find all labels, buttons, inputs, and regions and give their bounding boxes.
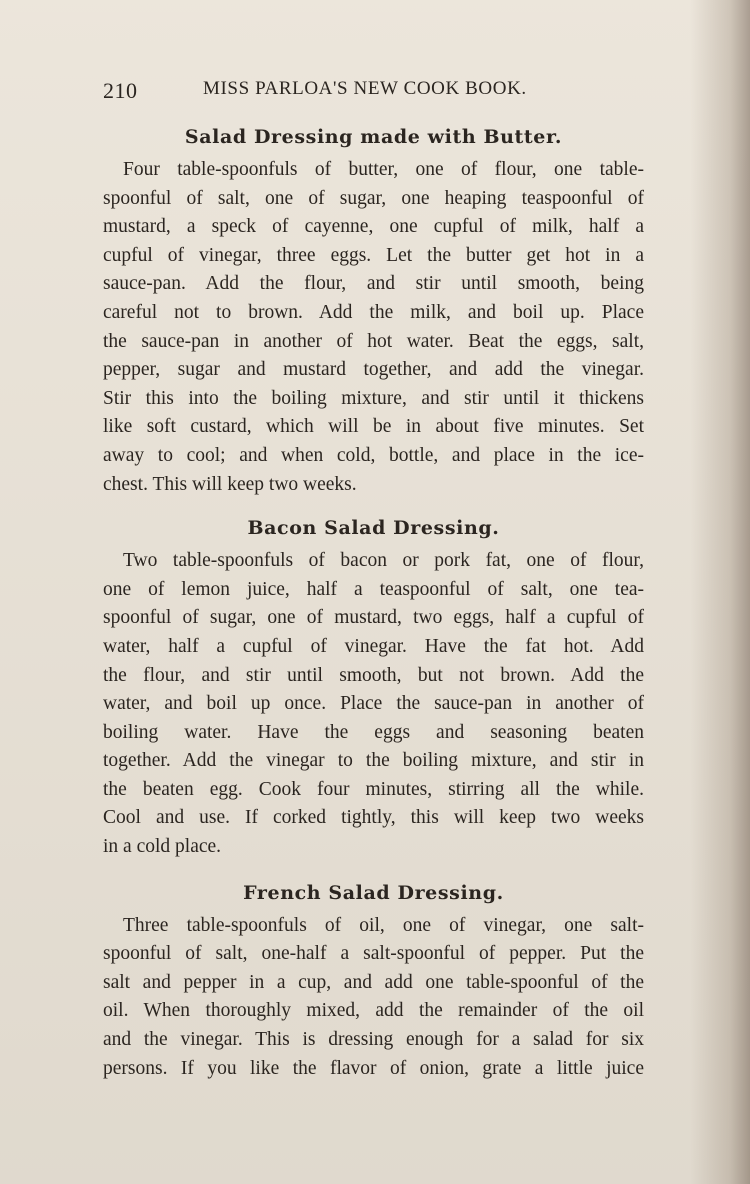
recipe-paragraph (103, 547, 644, 862)
text-line: in a cold place. (103, 836, 222, 858)
text-line: like soft custard, which will be in about five minutes. Set (103, 416, 644, 438)
section-spacer (103, 862, 644, 874)
text-line: the flour, and stir until smooth, but not brown. Add the (103, 664, 644, 686)
text-line: pepper, sugar and mustard together, and add the vinegar. (103, 359, 644, 381)
text-line: together. Add the vinegar to the boiling mixture, and stir in (103, 750, 644, 772)
text-line: one of lemon juice, half a teaspoonful of salt, one tea- (103, 578, 644, 600)
section-title: Salad Dressing made with Butter. (184, 126, 563, 148)
running-title: MISS PARLOA'S NEW COOK BOOK. (203, 78, 527, 99)
text-line: Four table-spoonfuls of butter, one of flour, one table- (123, 159, 644, 180)
text-line: persons. If you like the flavor of onion, grate a little juice (103, 1057, 644, 1079)
recipe-paragraph (103, 912, 644, 1084)
text-line: chest. This will keep two weeks. (103, 473, 357, 495)
text-line: spoonful of sugar, one of mustard, two eggs, half a cupful of (103, 607, 644, 629)
recipe-paragraph (103, 156, 644, 499)
text-line: cupful of vinegar, three eggs. Let the butter get hot in a (103, 244, 644, 266)
text-line: Stir this into the boiling mixture, and stir until it thickens (103, 387, 644, 409)
text-line: Two table-spoonfuls of bacon or pork fat, one of flour, (123, 550, 644, 572)
text-line: mustard, a speck of cayenne, one cupful of milk, half a (103, 216, 644, 238)
text-line: oil. When thoroughly mixed, add the remainder of the oil (103, 1000, 644, 1022)
text-line: salt and pepper in a cup, and add one table-spoonful of the (103, 971, 644, 993)
section-title: French Salad Dressing. (243, 881, 504, 904)
text-line: sauce-pan. Add the flour, and stir until smooth, being (103, 273, 644, 295)
text-line: the beaten egg. Cook four minutes, stirring all the while. (103, 778, 644, 800)
page-content (103, 118, 644, 1083)
text-line: the sauce-pan in another of hot water. Beat the eggs, salt, (103, 330, 644, 352)
text-line: away to cool; and when cold, bottle, and place in the ice- (103, 444, 644, 466)
page-header (103, 78, 648, 106)
text-line: and the vinegar. This is dressing enough for a salad for six (103, 1029, 644, 1051)
text-line: careful not to brown. Add the milk, and boil up. Place (103, 301, 644, 323)
section-spacer (103, 499, 644, 509)
text-line: spoonful of salt, one-half a salt-spoonful of pepper. Put the (103, 943, 644, 965)
text-line: Cool and use. If corked tightly, this will keep two weeks (103, 807, 644, 829)
section-title: Bacon Salad Dressing. (247, 517, 500, 540)
page-number: 210 (103, 78, 138, 103)
text-line: boiling water. Have the eggs and seasoning beaten (103, 721, 644, 743)
text-line: water, half a cupful of vinegar. Have the fat hot. Add (103, 635, 644, 657)
text-line: Three table-spoonfuls of oil, one of vinegar, one salt- (123, 914, 644, 936)
text-line: water, and boil up once. Place the sauce-pan in another of (103, 693, 644, 715)
text-line: spoonful of salt, one of sugar, one heaping teaspoonful of (103, 187, 644, 209)
